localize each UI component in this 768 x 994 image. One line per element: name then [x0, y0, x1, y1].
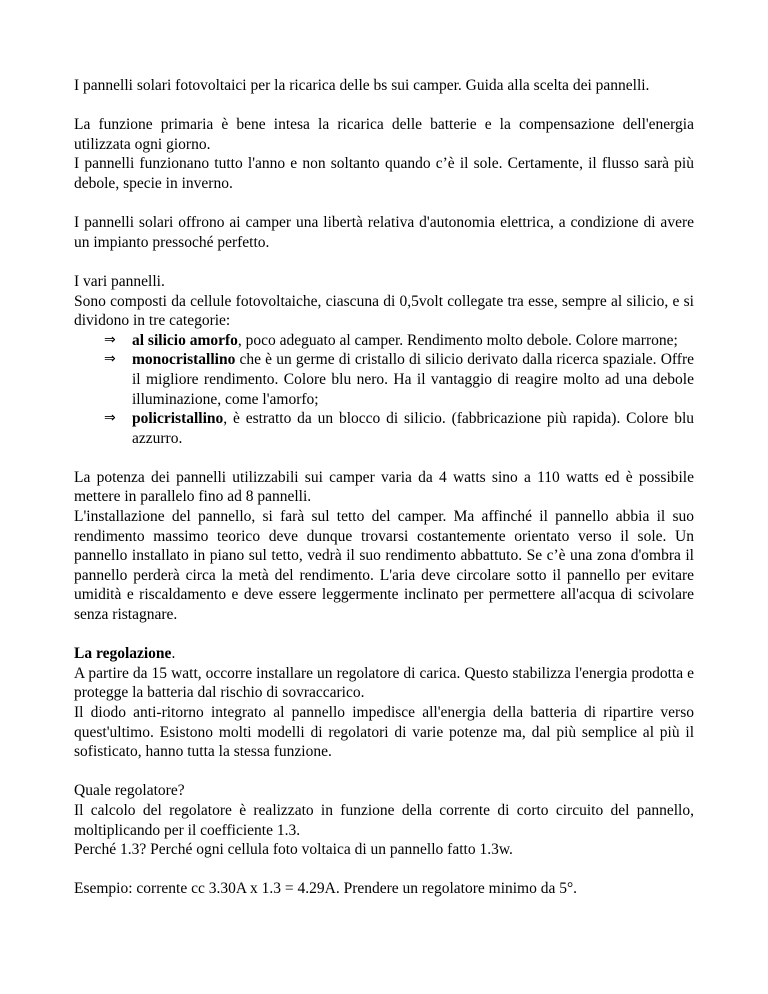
arrow-icon: ⇒ — [104, 331, 116, 348]
regulation-heading-suffix: . — [171, 645, 176, 663]
intro-paragraph-2: I pannelli funzionano tutto l'anno e non soltanto quando c’è il sole. Certamente, il flusso sarà più debole, specie in inverno. — [74, 155, 694, 192]
panel-type-name: monocristallino — [132, 351, 236, 369]
panel-type-name: al silicio amorfo — [132, 331, 238, 349]
panel-type-description: che è un germe di cristallo di silicio derivato dalla ricerca spaziale. Offre il migliore rendimento. Colore blu nero. Ha il vantaggio di reagire molto ad una debole illuminazione, come l'amorfo; — [132, 351, 694, 408]
panels-intro: Sono composti da cellule fotovoltaiche, ciascuna di 0,5volt collegate tra esse, sempre al silicio, e si dividono in tre categorie: — [74, 292, 694, 330]
document-page — [74, 76, 694, 899]
power-paragraph: La potenza dei pannelli utilizzabili sui camper varia da 4 watts sino a 110 watts ed è possibile mettere in parallelo fino ad 8 pannelli. — [74, 468, 694, 506]
regulation-paragraph-2: Il diodo anti-ritorno integrato al pannello impedisce all'energia della batteria di ripartire verso quest'ultimo. Esistono molti modelli di regolatori di varie potenze ma, dal più semplice al più il sofisticato, hanno tutta la stessa funzione. — [74, 704, 694, 761]
regulation-heading-text: La regolazione — [74, 645, 172, 663]
autonomy-paragraph: I pannelli solari offrono ai camper una libertà relativa d'autonomia elettrica, a condizione di avere un impianto pressoché perfetto. — [74, 214, 694, 251]
panel-type-name: policristallino — [132, 410, 224, 428]
which-regulator-paragraph-2: Perché 1.3? Perché ogni cellula foto voltaica di un pannello fatto 1.3w. — [74, 841, 513, 859]
intro-paragraph-1: La funzione primaria è bene intesa la ricarica delle batterie e la compensazione dell'energia utilizzata ogni giorno. — [74, 116, 694, 153]
list-item — [74, 331, 694, 351]
regulation-paragraph-1: A partire da 15 watt, occorre installare un regolatore di carica. Questo stabilizza l'energia prodotta e protegge la batteria dal rischio di sovraccarico. — [74, 664, 694, 702]
document-title: I pannelli solari fotovoltaici per la ricarica delle bs sui camper. Guida alla scelta dei pannelli. — [74, 77, 650, 94]
list-item — [74, 409, 694, 448]
regulation-heading — [74, 644, 694, 664]
list-item — [74, 350, 694, 409]
arrow-icon: ⇒ — [104, 351, 116, 368]
panels-heading: I vari pannelli. — [74, 272, 165, 290]
which-regulator-paragraph-1: Il calcolo del regolatore è realizzato in funzione della corrente di corto circuito del pannello, moltiplicando per il coefficiente 1.3. — [74, 801, 694, 839]
panel-type-description: , è estratto da un blocco di silicio. (fabbricazione più rapida). Colore blu azzurro. — [132, 410, 694, 447]
example-paragraph: Esempio: corrente cc 3.30A x 1.3 = 4.29A. Prendere un regolatore minimo da 5°. — [74, 880, 578, 898]
panel-type-description: , poco adeguato al camper. Rendimento molto debole. Colore marrone; — [237, 331, 678, 349]
panel-types-list — [74, 331, 694, 449]
arrow-icon: ⇒ — [104, 410, 116, 427]
installation-paragraph: L'installazione del pannello, si farà sul tetto del camper. Ma affinché il pannello abbia il suo rendimento massimo teorico deve dunque trovarsi costantemente orientato verso il sole. Un pannello installato in piano sul tetto, vedrà il suo rendimento abbattuto. Se c’è una zona d'ombra il pannello perderà circa la metà del rendimento. L'aria deve circolare sotto il pannello per evitare umidità e riscaldamento e deve essere leggermente inclinato per permettere all'acqua di scivolare senza ristagnare. — [74, 508, 694, 624]
which-regulator-heading: Quale regolatore? — [74, 782, 185, 800]
